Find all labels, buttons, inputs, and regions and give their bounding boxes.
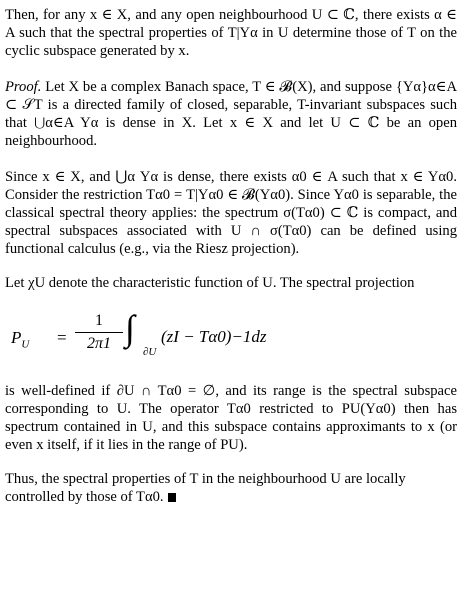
fraction-numerator: 1 <box>75 312 123 333</box>
integral-sign: ∫ <box>125 308 135 348</box>
proof-label: Proof. <box>5 79 42 95</box>
proof-conclusion-text: Thus, the spectral properties of T in the neighbourhood U are locally controlled by those of Tα0. <box>5 471 406 505</box>
theorem-statement: Then, for any x ∈ X, and any open neighbourhood U ⊂ ℂ, there exists α ∈ A such that the spectral properties of T|Yα in U determine those of T on the cyclic subspace generated by x. <box>5 7 457 59</box>
fraction-denominator: 2π1 <box>86 335 111 352</box>
riesz-projection-equation <box>5 298 457 382</box>
proof-restriction-paragraph: Since x ∈ X, and ⋃α Yα is dense, there exists α0 ∈ A such that x ∈ Yα0. Consider the restriction Tα0 = T|Yα0 ∈ 𝓑(Yα0). Since Yα0 is separable, the classical spectral theory applies: the spectrum σ(Tα0) ⊂ ℂ is compact, and spectral subspaces associated with U ∩ σ(Tα0) can be defined using functional calculus (e.g., via the Riesz projection). <box>5 169 457 257</box>
equation-integrand: (zI − Tα0)−1dz <box>161 327 267 346</box>
integral-domain: ∂U <box>143 346 157 358</box>
equation-lhs-subscript: U <box>21 338 30 351</box>
qed-square-icon <box>168 493 176 502</box>
equation-fraction <box>75 312 123 353</box>
equation-lhs-symbol: P <box>11 328 22 347</box>
paper-page <box>5 6 457 506</box>
equation-lhs <box>11 328 29 350</box>
proof-welldefined-paragraph: is well-defined if ∂U ∩ Tα0 = ∅, and its range is the spectral subspace corresponding to U. The operator Tα0 restricted to PU(Yα0) then has spectrum contained in U, and this subspace contains approximants to x (or even x itself, if it lies in the range of PU). <box>5 383 457 453</box>
equation-equals-sign: = <box>57 328 67 347</box>
proof-projection-intro: Let χU denote the characteristic function of U. The spectral projection <box>5 275 415 291</box>
proof-opening <box>5 78 457 150</box>
proof-conclusion <box>5 470 457 506</box>
proof-opening-text: Let X be a complex Banach space, T ∈ 𝓑(X), and suppose {Yα}α∈A ⊂ 𝒮T is a directed family of closed, separable, T-invariant subspaces such that ⋃α∈A Yα is dense in X. Let x ∈ X and let U ⊂ ℂ be an open neighbourhood. <box>5 79 457 149</box>
